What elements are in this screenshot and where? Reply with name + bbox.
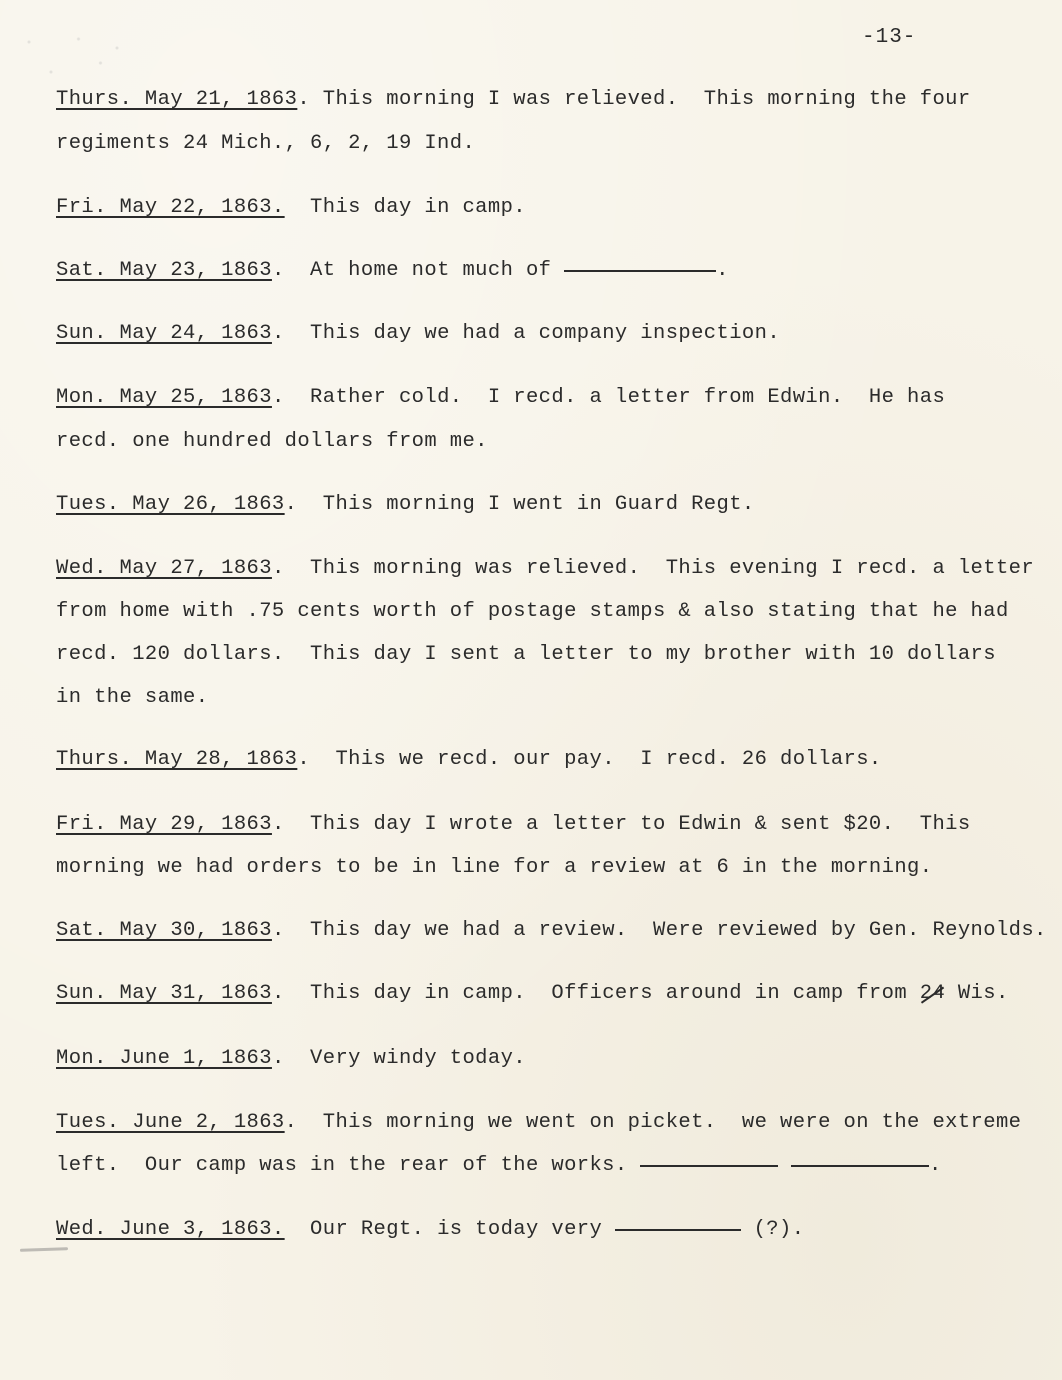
entry-date: Tues. June 2, 1863 — [56, 1111, 285, 1134]
entry-date: Sat. May 30, 1863 — [56, 919, 272, 942]
entry-line — [56, 322, 780, 345]
entry-text: . This we recd. our pay. I recd. 26 dollars. — [297, 748, 882, 771]
entry-text: . This morning we went on picket. we were on the extreme — [284, 1111, 1022, 1134]
blank-line — [564, 269, 716, 272]
entry-line — [56, 1218, 804, 1241]
entry-date: Mon. June 1, 1863 — [56, 1047, 272, 1070]
entry-date: Fri. May 29, 1863 — [56, 813, 272, 836]
entry-line — [56, 1047, 526, 1070]
entry-text: from home with .75 cents worth of postage stamps & also stating that he had — [56, 600, 1009, 623]
entry-text: morning we had orders to be in line for a review at 6 in the morning. — [56, 856, 933, 879]
blank-line — [615, 1228, 741, 1231]
entry-line — [56, 813, 971, 836]
entry-text: . Very windy today. — [271, 1047, 526, 1070]
entry-date: Tues. May 26, 1863 — [56, 493, 285, 516]
entry-line — [56, 1154, 942, 1177]
entry-line — [56, 686, 208, 709]
entry-line — [56, 1111, 1021, 1134]
entry-line — [56, 386, 945, 409]
entry-line — [56, 856, 932, 879]
page-number: -13- — [862, 26, 917, 49]
entry-text: . This day in camp. Officers around in camp from — [271, 982, 920, 1005]
paper-specks — [18, 30, 128, 90]
entry-line — [56, 557, 1034, 580]
entry-date: Fri. May 22, 1863. — [56, 196, 285, 219]
entry-date: Mon. May 25, 1863 — [56, 386, 272, 409]
struck-through-number: 24 — [919, 982, 946, 1005]
entry-text: in the same. — [56, 686, 209, 709]
entry-date: Wed. June 3, 1863. — [56, 1218, 285, 1241]
entry-text: left. Our camp was in the rear of the works. — [56, 1154, 641, 1177]
entry-text: . — [929, 1154, 942, 1177]
entry-text: recd. 120 dollars. This day I sent a letter to my brother with 10 dollars — [56, 643, 996, 666]
entry-text: Wis. — [945, 982, 1009, 1005]
entry-text: . This day we had a review. Were reviewed by Gen. Reynolds. — [271, 919, 1047, 942]
entry-text: . At home not much of — [271, 259, 565, 282]
entry-date: Thurs. May 21, 1863 — [56, 88, 298, 111]
entry-text: recd. one hundred dollars from me. — [56, 430, 488, 453]
entry-line — [56, 132, 475, 155]
blank-line — [791, 1164, 929, 1167]
entry-text: regiments 24 Mich., 6, 2, 19 Ind. — [56, 132, 476, 155]
entry-line — [56, 919, 1047, 942]
entry-date: Sun. May 31, 1863 — [56, 982, 272, 1005]
entry-text: . This day I wrote a letter to Edwin & sent $20. This — [271, 813, 971, 836]
entry-line — [56, 259, 729, 282]
entry-date: Sun. May 24, 1863 — [56, 322, 272, 345]
entry-text: (?). — [740, 1218, 805, 1241]
entry-text: . — [716, 259, 729, 282]
entry-text: . This morning was relieved. This evening I recd. a letter — [271, 557, 1035, 580]
entry-line — [56, 430, 488, 453]
entry-line — [56, 493, 755, 516]
entry-text: . This morning I was relieved. This morning the four — [297, 88, 971, 111]
entry-text: . This day we had a company inspection. — [271, 322, 781, 345]
entry-date: Wed. May 27, 1863 — [56, 557, 272, 580]
entry-date: Thurs. May 28, 1863 — [56, 748, 298, 771]
entry-line — [56, 748, 882, 771]
entry-date: Sat. May 23, 1863 — [56, 259, 272, 282]
entry-line — [56, 88, 971, 111]
entry-text: . This morning I went in Guard Regt. — [284, 493, 755, 516]
entry-text: This day in camp. — [284, 196, 526, 219]
entry-line — [56, 600, 1009, 623]
entry-line — [56, 643, 996, 666]
entry-text: . Rather cold. I recd. a letter from Edwin. He has — [271, 386, 946, 409]
entry-line — [56, 196, 526, 219]
entry-text: Our Regt. is today very — [284, 1218, 615, 1241]
entry-line — [56, 982, 1009, 1005]
ink-smudge — [20, 1247, 68, 1252]
blank-line — [640, 1164, 778, 1167]
